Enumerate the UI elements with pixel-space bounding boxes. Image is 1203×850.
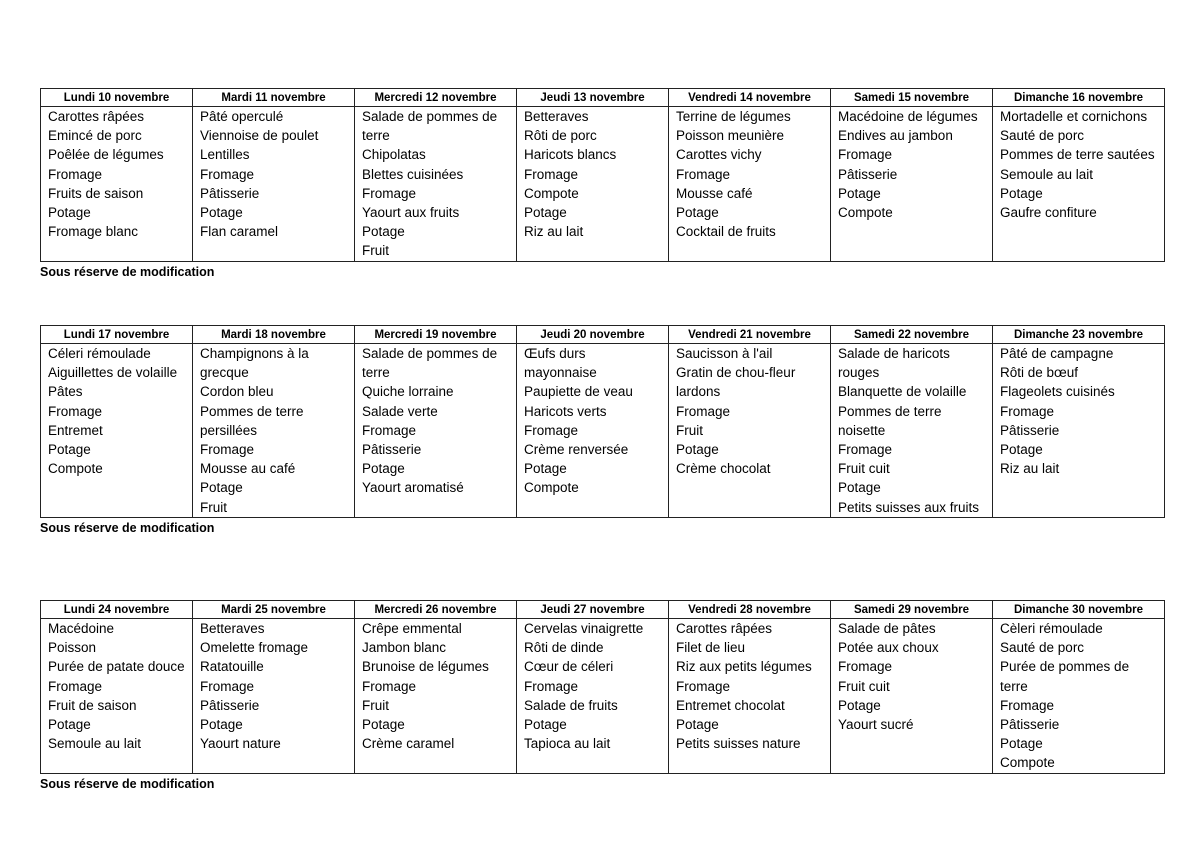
menu-item: Fromage <box>200 166 255 182</box>
menu-item: Fromage <box>1000 697 1055 713</box>
menu-item: Betteraves <box>200 621 265 636</box>
day-header: Vendredi 28 novembre <box>669 601 831 619</box>
menu-table-week-2 <box>40 325 1165 518</box>
menu-item: Compote <box>1000 755 1055 771</box>
menu-item: Blettes cuisinées <box>362 166 464 182</box>
menu-item: Riz au lait <box>1000 461 1060 477</box>
menu-item: Carottes vichy <box>676 147 762 163</box>
menu-item: Haricots verts <box>524 403 607 419</box>
menu-item: Lentilles <box>200 147 250 163</box>
menu-item: Cœur de céleri <box>524 659 614 675</box>
day-menu-cell <box>517 619 669 774</box>
menu-item: Fromage <box>676 166 731 182</box>
menu-item: Œufs durs mayonnaise <box>524 346 597 381</box>
menu-item: Saucisson à l'ail <box>676 346 773 361</box>
menu-item: Fruit <box>676 422 703 438</box>
disclaimer-note: Sous réserve de modification <box>40 520 215 535</box>
menu-item: Potée aux choux <box>838 640 939 656</box>
menu-item: Brunoise de légumes <box>362 659 489 675</box>
menu-table-week-3 <box>40 600 1165 774</box>
menu-item: Salade de pommes de terre <box>362 346 498 381</box>
menu-item: Potage <box>838 697 881 713</box>
menu-item: Yaourt nature <box>200 736 281 752</box>
menu-item: Pâtisserie <box>362 442 422 458</box>
day-header: Mardi 18 novembre <box>193 326 355 344</box>
menu-item: Tapioca au lait <box>524 736 611 752</box>
day-menu-cell <box>41 107 193 262</box>
day-menu-cell <box>193 344 355 518</box>
menu-item: Petits suisses nature <box>676 736 801 752</box>
menu-item: Poisson <box>48 640 97 656</box>
menu-item: Rôti de dinde <box>524 640 604 656</box>
menu-item: Potage <box>676 442 719 458</box>
day-header: Samedi 15 novembre <box>831 89 993 107</box>
menu-item: Yaourt sucré <box>838 717 914 733</box>
menu-item: Potage <box>1000 185 1043 201</box>
menu-item: Fromage <box>838 659 893 675</box>
menu-item: Potage <box>362 717 405 733</box>
menu-item: Omelette fromage <box>200 640 309 656</box>
menu-item: Fruit de saison <box>48 697 137 713</box>
menu-item: Fromage blanc <box>48 224 139 240</box>
menu-item: Crème chocolat <box>676 461 771 477</box>
day-header: Mercredi 12 novembre <box>355 89 517 107</box>
menu-item: Sauté de porc <box>1000 640 1085 656</box>
menu-table-week-1 <box>40 88 1165 262</box>
disclaimer-note: Sous réserve de modification <box>40 776 215 791</box>
menu-item: Salade de pommes de terre <box>362 109 498 144</box>
day-menu-cell <box>193 619 355 774</box>
menu-item: Potage <box>838 480 881 496</box>
menu-item: Viennoise de poulet <box>200 128 319 144</box>
menu-item: Fromage <box>200 678 255 694</box>
day-menu-cell <box>993 107 1165 262</box>
menu-item: Fromage <box>838 442 893 458</box>
header-row <box>41 89 1165 107</box>
menu-item: Carottes râpées <box>676 621 773 636</box>
menu-item: Fromage <box>362 422 417 438</box>
menu-item: Macédoine <box>48 621 115 636</box>
day-header: Vendredi 14 novembre <box>669 89 831 107</box>
menu-item: Rôti de porc <box>524 128 597 144</box>
menu-item: Potage <box>1000 442 1043 458</box>
day-menu-cell <box>355 107 517 262</box>
menu-item: Potage <box>200 480 243 496</box>
menu-item: Pâtes <box>48 384 83 400</box>
menu-item: Poêlée de légumes <box>48 147 164 163</box>
disclaimer-note: Sous réserve de modification <box>40 264 215 279</box>
header-row <box>41 326 1165 344</box>
menu-item: Purée de pommes de terre <box>1000 659 1130 694</box>
menu-item: Carottes râpées <box>48 109 145 124</box>
menu-item: Betteraves <box>524 109 589 124</box>
menu-item: Terrine de légumes <box>676 109 791 124</box>
menu-item: Compote <box>524 480 579 496</box>
menu-item: Filet de lieu <box>676 640 746 656</box>
menu-item: Salade de haricots rouges <box>838 346 950 381</box>
menu-item: Chipolatas <box>362 147 426 163</box>
menu-item: Potage <box>200 717 243 733</box>
menu-item: Mortadelle et cornichons <box>1000 109 1148 124</box>
menu-item: Aiguillettes de volaille <box>48 365 178 381</box>
menu-item: Pâtisserie <box>200 697 260 713</box>
menu-item: Yaourt aromatisé <box>362 480 464 496</box>
menu-item: Fruit <box>362 697 389 713</box>
menu-item: Poisson meunière <box>676 128 785 144</box>
day-header: Jeudi 20 novembre <box>517 326 669 344</box>
day-menu-cell <box>993 344 1165 518</box>
day-menu-cell <box>517 344 669 518</box>
day-menu-cell <box>831 344 993 518</box>
menu-item: Fromage <box>676 403 731 419</box>
day-header: Mercredi 26 novembre <box>355 601 517 619</box>
menu-item: Macédoine de légumes <box>838 109 978 124</box>
menu-item: Cèleri rémoulade <box>1000 621 1103 636</box>
menu-item: Pâtisserie <box>1000 422 1060 438</box>
menu-item: Potage <box>676 717 719 733</box>
menu-item: Fruit cuit <box>838 678 890 694</box>
menu-item: Riz aux petits légumes <box>676 659 812 675</box>
menu-item: Champignons à la grecque <box>200 346 309 381</box>
menu-item: Fruits de saison <box>48 185 144 201</box>
menu-item: Pâtisserie <box>838 166 898 182</box>
menu-item: Semoule au lait <box>48 736 142 752</box>
menu-item: Fruit <box>200 499 227 515</box>
menu-item: Compote <box>524 185 579 201</box>
day-header: Jeudi 27 novembre <box>517 601 669 619</box>
menu-item: Pâtisserie <box>200 185 260 201</box>
menu-item: Salade de pâtes <box>838 621 936 636</box>
menu-item: Pommes de terre noisette <box>838 403 942 438</box>
menu-row <box>41 344 1165 518</box>
menu-item: Cordon bleu <box>200 384 274 400</box>
day-header: Dimanche 30 novembre <box>993 601 1165 619</box>
menu-item: Gratin de chou-fleur lardons <box>676 365 796 400</box>
menu-item: Fromage <box>676 678 731 694</box>
day-menu-cell <box>831 107 993 262</box>
menu-item: Sauté de porc <box>1000 128 1085 144</box>
menu-item: Fromage <box>1000 403 1055 419</box>
menu-item: Flageolets cuisinés <box>1000 384 1115 400</box>
menu-item: Fruit cuit <box>838 461 890 477</box>
menu-item: Purée de patate douce <box>48 659 185 675</box>
day-header: Mercredi 19 novembre <box>355 326 517 344</box>
menu-item: Compote <box>838 205 893 221</box>
menu-item: Fromage <box>524 678 579 694</box>
menu-item: Cocktail de fruits <box>676 224 776 240</box>
menu-item: Pâté operculé <box>200 109 284 124</box>
menu-item: Pâtisserie <box>1000 717 1060 733</box>
menu-item: Fromage <box>362 185 417 201</box>
day-menu-cell <box>41 619 193 774</box>
menu-item: Paupiette de veau <box>524 384 633 400</box>
day-header: Lundi 10 novembre <box>41 89 193 107</box>
day-header: Lundi 17 novembre <box>41 326 193 344</box>
day-header: Mardi 25 novembre <box>193 601 355 619</box>
menu-item: Crème caramel <box>362 736 455 752</box>
menu-item: Salade verte <box>362 403 438 419</box>
day-header: Dimanche 16 novembre <box>993 89 1165 107</box>
menu-item: Fromage <box>48 678 103 694</box>
menu-item: Entremet chocolat <box>676 697 785 713</box>
menu-item: Fromage <box>524 166 579 182</box>
menu-item: Emincé de porc <box>48 128 142 144</box>
menu-item: Pâté de campagne <box>1000 346 1114 361</box>
menu-item: Flan caramel <box>200 224 279 240</box>
menu-item: Yaourt aux fruits <box>362 205 460 221</box>
menu-item: Crêpe emmental <box>362 621 462 636</box>
day-menu-cell <box>669 619 831 774</box>
day-header: Vendredi 21 novembre <box>669 326 831 344</box>
menu-item: Potage <box>48 442 91 458</box>
menu-item: Pommes de terre persillées <box>200 403 304 438</box>
day-menu-cell <box>831 619 993 774</box>
day-header: Samedi 22 novembre <box>831 326 993 344</box>
day-header: Mardi 11 novembre <box>193 89 355 107</box>
week-2 <box>40 325 1164 536</box>
day-menu-cell <box>355 619 517 774</box>
menu-item: Pommes de terre sautées <box>1000 147 1155 163</box>
menu-item: Fromage <box>48 166 103 182</box>
menu-item: Fromage <box>200 442 255 458</box>
day-menu-cell <box>669 344 831 518</box>
menu-item: Potage <box>524 205 567 221</box>
menu-item: Potage <box>48 205 91 221</box>
menu-item: Mousse café <box>676 185 753 201</box>
day-header: Samedi 29 novembre <box>831 601 993 619</box>
menu-item: Haricots blancs <box>524 147 617 163</box>
menu-item: Potage <box>362 224 405 240</box>
day-header: Lundi 24 novembre <box>41 601 193 619</box>
menu-item: Jambon blanc <box>362 640 447 656</box>
day-header: Dimanche 23 novembre <box>993 326 1165 344</box>
menu-item: Fromage <box>838 147 893 163</box>
menu-row <box>41 107 1165 262</box>
day-menu-cell <box>355 344 517 518</box>
menu-item: Crème renversée <box>524 442 629 458</box>
day-menu-cell <box>993 619 1165 774</box>
week-1 <box>40 88 1164 280</box>
day-header: Jeudi 13 novembre <box>517 89 669 107</box>
menu-item: Potage <box>524 461 567 477</box>
menu-item: Entremet <box>48 422 103 438</box>
menu-item: Fruit <box>362 243 389 259</box>
menu-item: Blanquette de volaille <box>838 384 967 400</box>
menu-item: Potage <box>200 205 243 221</box>
menu-item: Endives au jambon <box>838 128 953 144</box>
menu-item: Semoule au lait <box>1000 166 1094 182</box>
day-menu-cell <box>669 107 831 262</box>
menu-item: Mousse au café <box>200 461 296 477</box>
menu-item: Ratatouille <box>200 659 264 675</box>
menu-item: Quiche lorraine <box>362 384 454 400</box>
menu-item: Fromage <box>524 422 579 438</box>
week-3 <box>40 600 1164 792</box>
menu-item: Salade de fruits <box>524 697 618 713</box>
menu-item: Potage <box>1000 736 1043 752</box>
header-row <box>41 601 1165 619</box>
menu-item: Potage <box>676 205 719 221</box>
menu-item: Fromage <box>48 403 103 419</box>
menu-item: Fromage <box>362 678 417 694</box>
menu-row <box>41 619 1165 774</box>
day-menu-cell <box>517 107 669 262</box>
menu-item: Compote <box>48 461 103 477</box>
menu-item: Riz au lait <box>524 224 584 240</box>
day-menu-cell <box>41 344 193 518</box>
day-menu-cell <box>193 107 355 262</box>
menu-item: Petits suisses aux fruits <box>838 499 980 515</box>
menu-item: Potage <box>524 717 567 733</box>
menu-item: Rôti de bœuf <box>1000 365 1079 381</box>
menu-item: Potage <box>838 185 881 201</box>
menu-item: Céleri rémoulade <box>48 346 151 361</box>
menu-item: Gaufre confiture <box>1000 205 1097 221</box>
menu-item: Potage <box>48 717 91 733</box>
menu-item: Cervelas vinaigrette <box>524 621 644 636</box>
menu-item: Potage <box>362 461 405 477</box>
